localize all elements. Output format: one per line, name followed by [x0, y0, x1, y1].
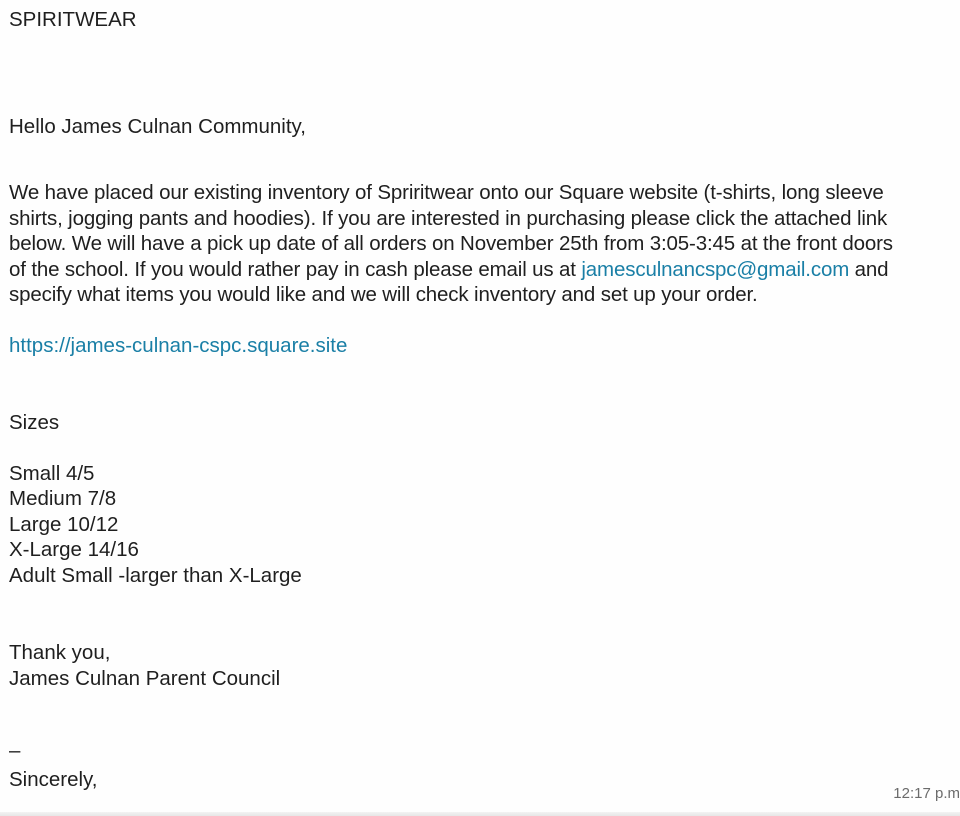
body-text-fragment: and — [849, 257, 889, 281]
body-line: We have placed our existing inventory of Spriritwear onto our Square website (t-shirts, long sleeve — [9, 181, 884, 204]
bubble-bottom-edge — [0, 812, 960, 816]
thanks-text: Thank you, — [9, 641, 111, 664]
body-text-fragment: of the school. If you would rather pay in cash please email us at — [9, 257, 582, 281]
website-link-row — [9, 333, 960, 359]
email-link[interactable]: jamesculnancspc@gmail.com — [581, 257, 850, 281]
size-item: Small 4/5 — [9, 461, 95, 485]
size-list — [9, 461, 960, 589]
sign-off — [9, 767, 960, 793]
closing — [9, 640, 960, 691]
body-line-with-email — [9, 257, 960, 283]
signature-text: James Culnan Parent Council — [9, 666, 281, 690]
sincerely-text: Sincerely, — [9, 768, 98, 791]
body-line: below. We will have a pick up date of all orders on November 25th from 3:05-3:45 at the front doors — [9, 232, 893, 255]
body-line: shirts, jogging pants and hoodies). If you are interested in purchasing please click the attached link — [9, 206, 888, 230]
message-subject — [9, 7, 960, 33]
size-item: Adult Small -larger than X-Large — [9, 563, 302, 587]
size-item: Medium 7/8 — [9, 487, 117, 510]
message-body — [9, 180, 960, 308]
size-item: X-Large 14/16 — [9, 538, 139, 561]
sizes-heading — [9, 410, 960, 436]
sizes-heading-text: Sizes — [9, 411, 60, 434]
size-item: Large 10/12 — [9, 512, 119, 536]
separator-dash: – — [9, 739, 21, 762]
body-line: specify what items you would like and we will check inventory and set up your order. — [9, 283, 758, 306]
subject-text: SPIRITWEAR — [9, 8, 137, 31]
greeting-text: Hello James Culnan Community, — [9, 114, 306, 138]
signature-separator — [9, 738, 960, 764]
message-timestamp: 12:17 p.m — [893, 784, 960, 802]
website-link[interactable]: https://james-culnan-cspc.square.site — [9, 333, 348, 357]
message-greeting — [9, 114, 960, 140]
